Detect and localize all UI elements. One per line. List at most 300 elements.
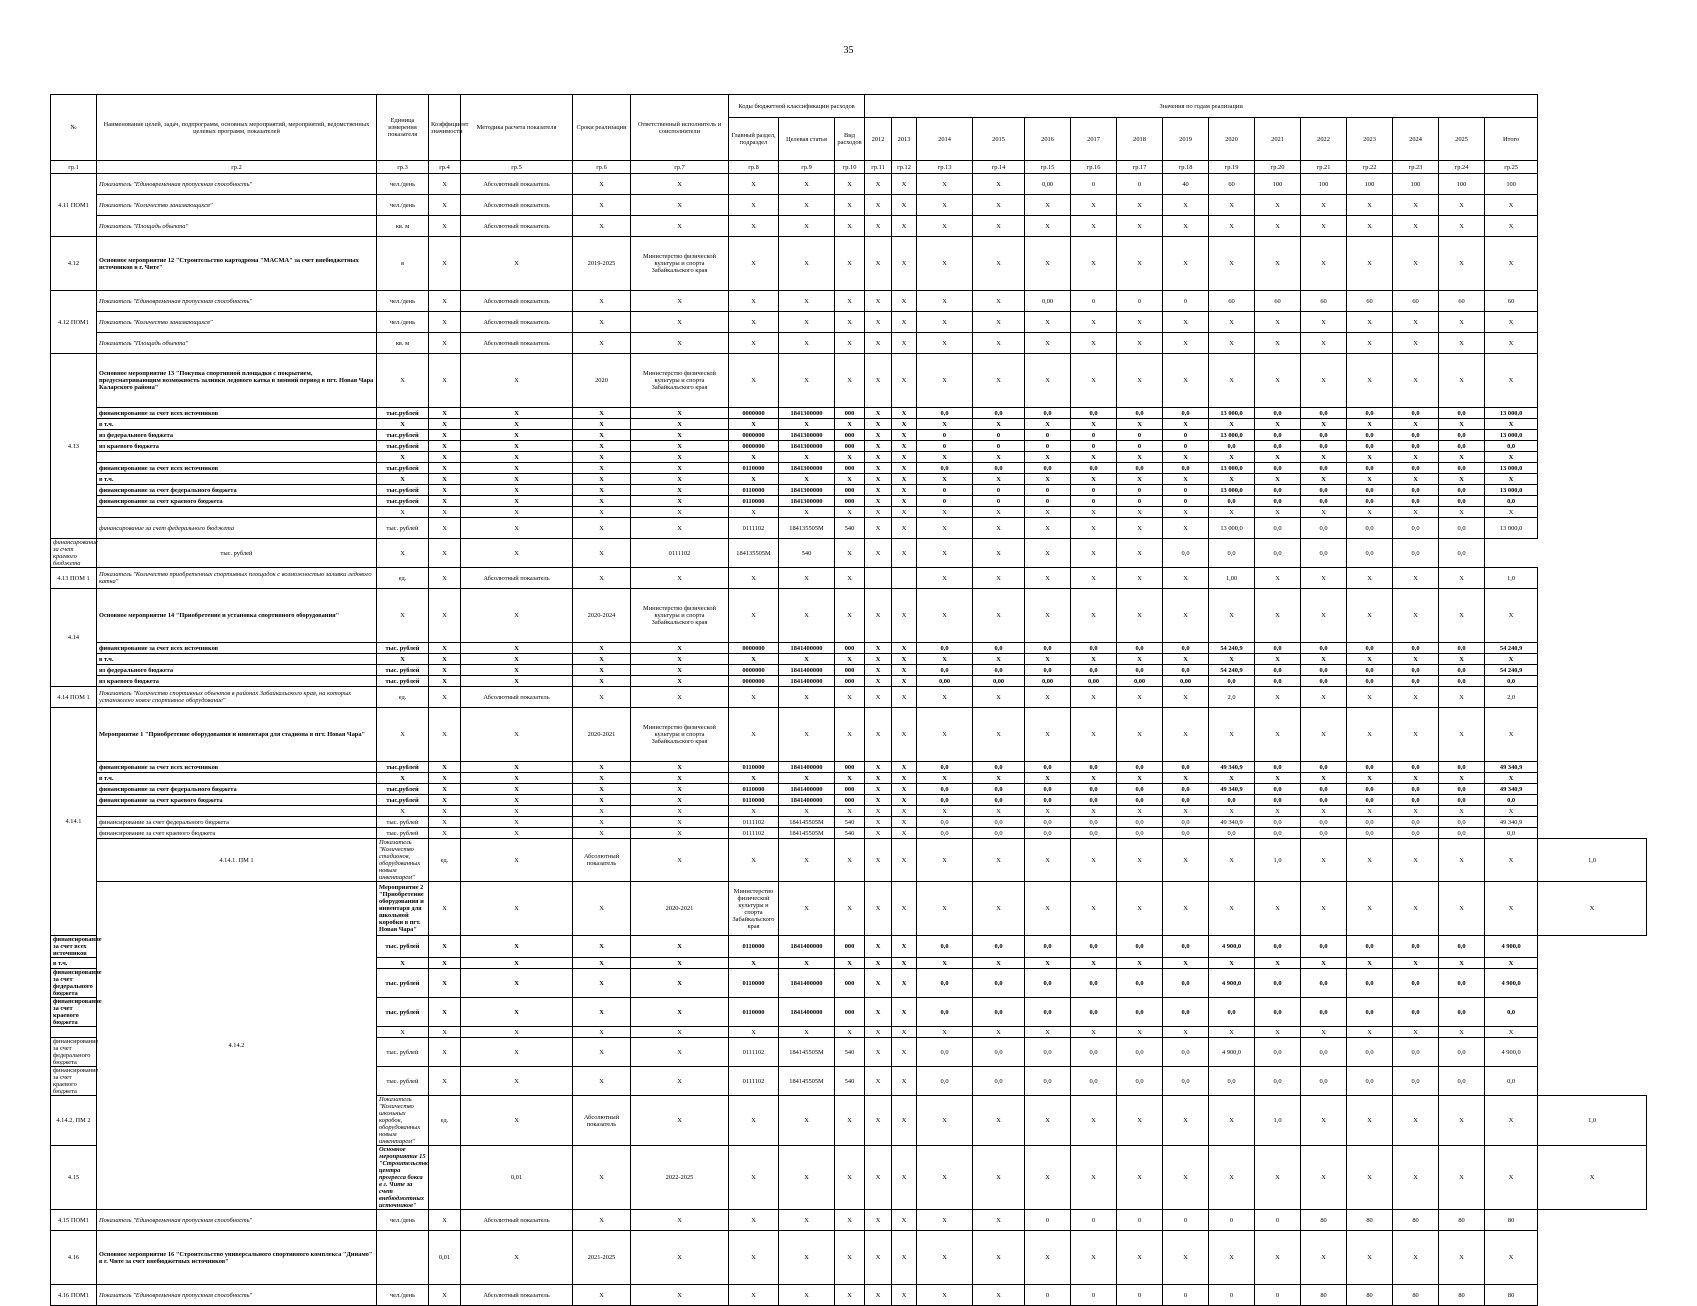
table-cell: 0,00: [1025, 174, 1071, 195]
table-cell: X: [631, 762, 729, 773]
table-cell: 1841400000: [779, 643, 835, 654]
table-cell: X: [573, 1027, 631, 1038]
table-cell: X: [1301, 333, 1347, 354]
table-cell: X: [573, 643, 631, 654]
table-cell: 0,0: [1255, 795, 1301, 806]
table-row: [51, 419, 1647, 430]
table-cell: X: [865, 452, 892, 463]
table-cell: 0,0: [1347, 441, 1393, 452]
table-cell: X: [1209, 806, 1255, 817]
table-cell: X: [573, 1067, 631, 1096]
table-cell: X: [865, 1038, 892, 1067]
row-name: финансирование за счет федерального бюджета: [97, 485, 377, 496]
table-cell: 0,0: [1025, 795, 1071, 806]
table-cell: X: [892, 441, 917, 452]
table-cell: X: [1255, 806, 1301, 817]
header-year-1: 2012: [865, 118, 892, 161]
table-cell: 0: [1163, 1285, 1209, 1306]
table-cell: X: [377, 806, 429, 817]
table-cell: 0,0: [1439, 828, 1485, 839]
table-cell: 0,0: [1439, 518, 1485, 539]
table-cell: 0,0: [973, 817, 1025, 828]
table-cell: 80: [1485, 1285, 1538, 1306]
table-cell: X: [1025, 958, 1071, 969]
table-cell: 0110000: [729, 795, 779, 806]
table-cell: 0110000: [729, 936, 779, 958]
table-cell: X: [729, 312, 779, 333]
table-cell: X: [1393, 882, 1439, 936]
table-cell: X: [1071, 474, 1117, 485]
table-cell: 0,0: [1393, 1067, 1439, 1096]
table-cell: 80: [1393, 1210, 1439, 1231]
table-cell: 0000000: [729, 676, 779, 687]
table-cell: 54 240,9: [1485, 665, 1538, 676]
table-row: [51, 408, 1647, 419]
table-cell: X: [461, 430, 573, 441]
table-cell: X: [779, 773, 835, 784]
table-cell: 000: [835, 676, 865, 687]
table-cell: X: [1071, 216, 1117, 237]
table-cell: X: [1071, 589, 1117, 643]
table-cell: X: [1347, 958, 1393, 969]
table-cell: X: [573, 419, 631, 430]
table-row: [51, 496, 1647, 507]
table-cell: X: [631, 1285, 729, 1306]
table-cell: X: [729, 687, 779, 708]
table-cell: X: [1117, 773, 1163, 784]
table-cell: X: [973, 452, 1025, 463]
table-cell: 1841400000: [779, 998, 835, 1027]
header-year-6: 2017: [1071, 118, 1117, 161]
table-cell: 0,0: [917, 408, 973, 419]
row-name: финансирование за счет федерального бюджета: [97, 518, 377, 539]
row-name: из краевого бюджета: [97, 676, 377, 687]
table-cell: 000: [835, 936, 865, 958]
table-cell: X: [729, 419, 779, 430]
table-cell: X: [1301, 419, 1347, 430]
table-cell: X: [1439, 1096, 1485, 1146]
table-cell: X: [917, 806, 973, 817]
table-cell: 0,0: [1025, 762, 1071, 773]
table-cell: 60: [1347, 291, 1393, 312]
table-cell: X: [1393, 958, 1439, 969]
row-name: [97, 507, 377, 518]
row-name: Показатель "Единовременная пропускная способность": [97, 291, 377, 312]
table-row: [51, 354, 1647, 408]
table-cell: X: [1209, 839, 1255, 882]
header-code-cel: Целевая статья: [779, 118, 835, 161]
table-cell: 0,0: [1025, 643, 1071, 654]
table-cell: тыс. рублей: [377, 817, 429, 828]
table-cell: X: [1301, 507, 1347, 518]
table-cell: X: [1393, 1146, 1439, 1210]
table-cell: X: [835, 806, 865, 817]
table-cell: X: [779, 237, 835, 291]
table-cell: X: [631, 643, 729, 654]
table-cell: X: [1347, 452, 1393, 463]
table-cell: 0,0: [1255, 936, 1301, 958]
table-cell: X: [1209, 474, 1255, 485]
table-cell: X: [892, 708, 917, 762]
row-number: 4.12 ПОМ1: [51, 291, 97, 354]
table-cell: 1841300000: [779, 496, 835, 507]
table-row: [51, 291, 1647, 312]
table-cell: X: [631, 654, 729, 665]
table-cell: 0,0: [1393, 784, 1439, 795]
table-cell: ед.: [429, 839, 461, 882]
table-cell: X: [973, 1285, 1025, 1306]
table-cell: X: [429, 643, 461, 654]
table-cell: X: [429, 969, 461, 998]
table-cell: 0,0: [1025, 784, 1071, 795]
table-cell: X: [892, 174, 917, 195]
table-cell: X: [1209, 216, 1255, 237]
table-cell: 0,0: [1117, 463, 1163, 474]
table-cell: 0,0: [1163, 998, 1209, 1027]
row-number: 4.13 ПОМ 1: [51, 568, 97, 589]
header-year-9: 2020: [1209, 118, 1255, 161]
table-cell: 0,0: [917, 817, 973, 828]
table-cell: X: [429, 474, 461, 485]
table-cell: X: [729, 1146, 779, 1210]
table-row: [51, 882, 1647, 936]
table-cell: X: [1439, 958, 1485, 969]
table-cell: Абсолютный показатель: [461, 174, 573, 195]
table-cell: X: [865, 463, 892, 474]
table-cell: X: [1163, 806, 1209, 817]
table-cell: 000: [835, 795, 865, 806]
table-cell: X: [1485, 474, 1538, 485]
table-cell: 0,0: [1117, 1038, 1163, 1067]
table-cell: X: [892, 1038, 917, 1067]
table-cell: X: [892, 1231, 917, 1285]
table-cell: X: [865, 518, 892, 539]
table-cell: 0,0: [1439, 539, 1485, 568]
table-cell: X: [973, 568, 1025, 589]
table-cell: 0,0: [1485, 676, 1538, 687]
table-cell: X: [1485, 654, 1538, 665]
table-cell: X: [461, 1027, 573, 1038]
table-cell: X: [461, 539, 573, 568]
table-cell: 1,0: [1538, 839, 1647, 882]
table-cell: 1841300000: [779, 485, 835, 496]
table-cell: X: [461, 665, 573, 676]
header-coef: Коэффициент значимости: [429, 95, 461, 161]
table-cell: X: [779, 452, 835, 463]
table-cell: X: [631, 817, 729, 828]
table-cell: 1841400000: [779, 665, 835, 676]
table-cell: 0,0: [1209, 539, 1255, 568]
table-cell: 1841400000: [779, 969, 835, 998]
table-cell: X: [1163, 708, 1209, 762]
table-cell: 184145505М: [779, 1038, 835, 1067]
table-cell: 0,0: [1301, 1038, 1347, 1067]
table-cell: 13 000,0: [1209, 408, 1255, 419]
table-cell: 0: [1117, 1210, 1163, 1231]
table-cell: X: [1393, 452, 1439, 463]
table-cell: X: [1163, 518, 1209, 539]
table-cell: 0,0: [1347, 643, 1393, 654]
table-cell: X: [1301, 1231, 1347, 1285]
table-cell: X: [892, 518, 917, 539]
table-cell: X: [835, 354, 865, 408]
table-cell: X: [1071, 568, 1117, 589]
table-cell: 0,0: [1071, 762, 1117, 773]
table-cell: X: [973, 216, 1025, 237]
table-cell: X: [573, 773, 631, 784]
table-cell: X: [1025, 419, 1071, 430]
table-cell: X: [729, 1027, 779, 1038]
table-cell: X: [1071, 419, 1117, 430]
table-cell: X: [573, 969, 631, 998]
table-cell: X: [631, 441, 729, 452]
table-cell: X: [429, 354, 461, 408]
table-cell: 2022-2025: [631, 1146, 729, 1210]
table-cell: 0,0: [973, 1038, 1025, 1067]
table-cell: X: [1209, 958, 1255, 969]
table-cell: 0,0: [1071, 784, 1117, 795]
table-cell: X: [631, 839, 729, 882]
table-cell: тыс.рублей: [377, 430, 429, 441]
table-cell: X: [573, 1285, 631, 1306]
table-cell: 0,0: [1071, 463, 1117, 474]
table-cell: 4 900,0: [1209, 936, 1255, 958]
table-cell: X: [573, 936, 631, 958]
table-cell: 0,0: [1255, 828, 1301, 839]
table-cell: X: [429, 441, 461, 452]
table-cell: 49 340,9: [1485, 817, 1538, 828]
row-name: Показатель "Единовременная пропускная способность": [97, 174, 377, 195]
row-name: финансирование за счет краевого бюджета: [97, 795, 377, 806]
table-cell: X: [892, 665, 917, 676]
table-cell: X: [1209, 452, 1255, 463]
table-cell: X: [1025, 216, 1071, 237]
table-cell: 0,0: [1347, 784, 1393, 795]
table-cell: тыс. рублей: [377, 665, 429, 676]
column-number: гр.20: [1255, 161, 1301, 174]
table-cell: X: [377, 507, 429, 518]
table-cell: X: [779, 958, 835, 969]
table-cell: 0,0: [1439, 463, 1485, 474]
table-cell: X: [1117, 1096, 1163, 1146]
table-cell: X: [461, 676, 573, 687]
table-cell: 13 000,0: [1485, 408, 1538, 419]
table-cell: X: [1301, 195, 1347, 216]
table-cell: 0,0: [1255, 430, 1301, 441]
table-cell: X: [1439, 773, 1485, 784]
table-cell: X: [1209, 1027, 1255, 1038]
table-cell: X: [1439, 589, 1485, 643]
table-cell: X: [461, 589, 573, 643]
table-cell: 2,0: [1209, 687, 1255, 708]
table-cell: X: [631, 430, 729, 441]
table-cell: 54 240,9: [1209, 643, 1255, 654]
table-cell: X: [917, 452, 973, 463]
table-cell: X: [461, 882, 573, 936]
table-cell: 0,0: [1025, 665, 1071, 676]
table-cell: 0,0: [1209, 1067, 1255, 1096]
table-cell: X: [573, 485, 631, 496]
indicators-table: [50, 94, 1647, 1306]
header-year-12: 2023: [1347, 118, 1393, 161]
table-cell: X: [1301, 452, 1347, 463]
table-cell: X: [429, 312, 461, 333]
table-cell: 0110000: [729, 969, 779, 998]
table-cell: Абсолютный показатель: [461, 195, 573, 216]
table-cell: X: [631, 806, 729, 817]
table-cell: X: [429, 507, 461, 518]
row-name: из федерального бюджета: [97, 665, 377, 676]
table-cell: X: [1117, 589, 1163, 643]
table-cell: X: [377, 654, 429, 665]
table-cell: Абсолютный показатель: [461, 1210, 573, 1231]
table-row: [51, 1231, 1647, 1285]
row-name: Основное мероприятие 12 "Строительство картодрома "МАСМА" за счет внебюджетных источников в г. Чите": [97, 237, 377, 291]
table-cell: X: [973, 237, 1025, 291]
row-name: финансирование за счет всех источников: [97, 463, 377, 474]
column-number: гр.7: [631, 161, 729, 174]
table-cell: X: [1393, 589, 1439, 643]
table-cell: X: [1347, 507, 1393, 518]
table-cell: X: [1071, 237, 1117, 291]
table-cell: X: [835, 237, 865, 291]
column-number: гр.6: [573, 161, 631, 174]
row-name: финансирование за счет всех источников: [97, 408, 377, 419]
table-cell: X: [892, 828, 917, 839]
table-cell: 0,0: [1117, 1067, 1163, 1096]
table-cell: 0,0: [1255, 518, 1301, 539]
column-number: гр.4: [429, 161, 461, 174]
table-cell: 0110000: [729, 784, 779, 795]
table-cell: X: [1301, 568, 1347, 589]
table-cell: X: [1301, 687, 1347, 708]
table-cell: X: [892, 1027, 917, 1038]
table-cell: тыс. рублей: [97, 539, 377, 568]
table-cell: 13 000,0: [1485, 485, 1538, 496]
table-cell: X: [892, 237, 917, 291]
table-row: [51, 237, 1647, 291]
table-cell: 0,0: [1209, 441, 1255, 452]
table-cell: X: [1071, 333, 1117, 354]
table-cell: X: [631, 291, 729, 312]
table-cell: 80: [1301, 1285, 1347, 1306]
table-cell: X: [779, 1285, 835, 1306]
table-cell: 2,0: [1485, 687, 1538, 708]
table-cell: 1,0: [1538, 1096, 1647, 1146]
table-cell: 0,00: [1025, 676, 1071, 687]
table-cell: X: [892, 589, 917, 643]
column-number: гр.10: [835, 161, 865, 174]
table-cell: X: [835, 539, 865, 568]
table-cell: 0,0: [1347, 969, 1393, 998]
table-cell: X: [1209, 333, 1255, 354]
table-cell: 0,0: [1163, 1067, 1209, 1096]
table-cell: X: [1347, 589, 1393, 643]
table-cell: X: [429, 430, 461, 441]
table-cell: X: [1439, 1231, 1485, 1285]
table-cell: 0,0: [1025, 1067, 1071, 1096]
table-cell: X: [779, 568, 835, 589]
table-cell: 0,0: [1347, 408, 1393, 419]
table-cell: X: [892, 463, 917, 474]
table-cell: X: [1393, 474, 1439, 485]
table-cell: 0: [1255, 1285, 1301, 1306]
table-cell: X: [779, 654, 835, 665]
table-cell: 0,0: [1347, 665, 1393, 676]
table-cell: X: [729, 354, 779, 408]
table-cell: X: [1163, 216, 1209, 237]
table-cell: 0,0: [1163, 936, 1209, 958]
table-cell: X: [835, 1210, 865, 1231]
table-cell: 184145505М: [779, 828, 835, 839]
table-row: [51, 828, 1647, 839]
table-cell: X: [1255, 507, 1301, 518]
table-cell: X: [631, 687, 729, 708]
table-cell: X: [1117, 839, 1163, 882]
table-cell: X: [1439, 354, 1485, 408]
table-cell: X: [835, 333, 865, 354]
table-cell: 0,0: [1347, 539, 1393, 568]
table-cell: X: [461, 354, 573, 408]
table-cell: X: [631, 1027, 729, 1038]
column-number: гр.13: [917, 161, 973, 174]
table-cell: X: [1071, 539, 1117, 568]
column-number: гр.8: [729, 161, 779, 174]
table-cell: 0,0: [1301, 1067, 1347, 1096]
table-cell: X: [429, 195, 461, 216]
table-cell: 13 000,0: [1485, 518, 1538, 539]
table-cell: X: [973, 1210, 1025, 1231]
table-row: [51, 452, 1647, 463]
table-cell: X: [779, 708, 835, 762]
table-cell: X: [1163, 839, 1209, 882]
row-name: финансирование за счет федерального бюджета: [97, 784, 377, 795]
table-cell: X: [573, 333, 631, 354]
table-cell: X: [892, 333, 917, 354]
table-cell: X: [1117, 958, 1163, 969]
table-cell: 1,0: [1255, 839, 1301, 882]
row-name: Показатель "Количество школьных коробок, оборудованных новым инвентарем": [377, 1096, 429, 1146]
table-cell: 2020-2021: [573, 708, 631, 762]
table-cell: X: [779, 507, 835, 518]
table-cell: X: [729, 958, 779, 969]
table-row: [51, 518, 1647, 539]
table-cell: 0,0: [1439, 665, 1485, 676]
table-cell: X: [835, 1231, 865, 1285]
table-cell: 13 000,0: [1209, 485, 1255, 496]
table-cell: 0,0: [1163, 539, 1209, 568]
table-cell: X: [1301, 654, 1347, 665]
table-cell: X: [1301, 474, 1347, 485]
table-cell: X: [865, 1027, 892, 1038]
row-name: в т.ч.: [51, 958, 97, 969]
table-cell: X: [429, 1285, 461, 1306]
table-cell: X: [1071, 687, 1117, 708]
column-number: гр.19: [1209, 161, 1255, 174]
table-cell: 0,0: [973, 463, 1025, 474]
table-row: [51, 463, 1647, 474]
table-cell: 0,0: [1301, 828, 1347, 839]
table-cell: X: [973, 708, 1025, 762]
table-cell: X: [1485, 708, 1538, 762]
table-cell: 0,0: [1485, 441, 1538, 452]
table-cell: X: [779, 882, 835, 936]
table-cell: X: [917, 654, 973, 665]
table-cell: 0,0: [1393, 496, 1439, 507]
table-cell: X: [1439, 806, 1485, 817]
table-cell: X: [1163, 419, 1209, 430]
table-cell: 0111102: [631, 539, 729, 568]
